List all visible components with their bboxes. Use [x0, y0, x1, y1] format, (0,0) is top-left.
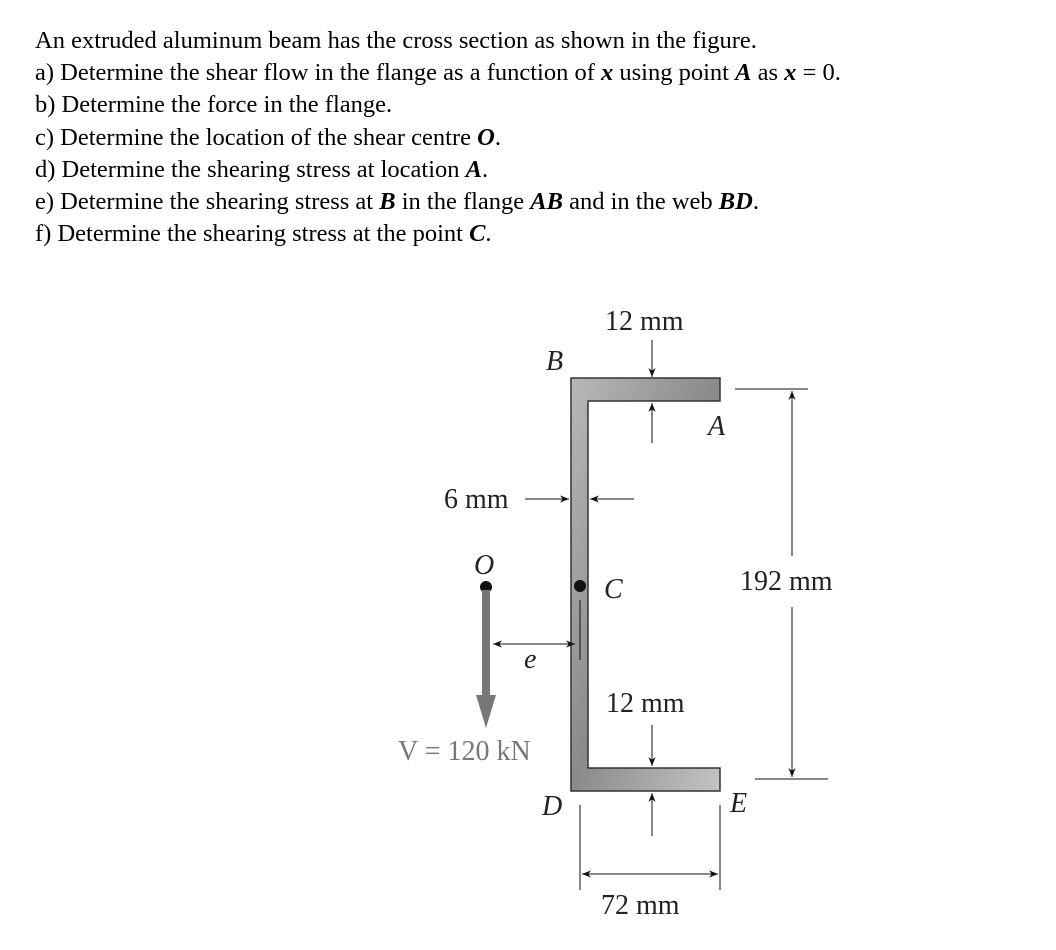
- text: f) Determine the shearing stress at the point: [35, 220, 470, 248]
- text: c) Determine the location of the shear centre: [35, 123, 478, 151]
- text: as: [751, 59, 785, 87]
- part-b: b) Determine the force in the flange.: [35, 91, 393, 119]
- text: .: [485, 220, 492, 248]
- bottom-flange-thickness-label: 12 mm: [606, 688, 685, 719]
- var: AB: [530, 188, 563, 216]
- load-arrow-shaft: [482, 590, 490, 695]
- text: = 0.: [796, 59, 841, 87]
- label-e: e: [524, 644, 537, 675]
- var: BD: [718, 188, 753, 216]
- var: A: [735, 59, 752, 87]
- text: in the flange: [395, 188, 531, 216]
- text: e) Determine the shearing stress at: [35, 188, 380, 216]
- load-arrow-head: [476, 695, 496, 728]
- label-D: D: [542, 791, 563, 822]
- label-C: C: [604, 574, 623, 605]
- text: .: [752, 188, 759, 216]
- var: O: [477, 123, 495, 151]
- var: B: [379, 188, 396, 216]
- var: x: [601, 59, 614, 87]
- text: .: [494, 123, 501, 151]
- width-label: 72 mm: [601, 890, 680, 921]
- label-B: B: [546, 346, 564, 377]
- text: using point: [613, 59, 736, 87]
- intro-line: An extruded aluminum beam has the cross section as shown in the figure.: [35, 27, 757, 54]
- text: a) Determine the shear flow in the flange as a function of: [35, 59, 602, 87]
- text: d) Determine the shearing stress at location: [35, 155, 466, 183]
- label-A: A: [708, 411, 726, 442]
- label-O: O: [474, 550, 495, 581]
- load-label: V = 120 kN: [398, 736, 531, 767]
- var: C: [469, 220, 486, 248]
- label-E: E: [730, 788, 748, 819]
- var: x: [784, 59, 797, 87]
- text: .: [482, 155, 489, 183]
- top-flange-thickness-label: 12 mm: [605, 306, 684, 337]
- text: and in the web: [562, 188, 719, 216]
- web-thickness-label: 6 mm: [444, 484, 509, 515]
- point-C: [574, 580, 586, 592]
- var: A: [465, 155, 482, 183]
- channel-section: [571, 378, 720, 791]
- height-label: 192 mm: [740, 566, 833, 597]
